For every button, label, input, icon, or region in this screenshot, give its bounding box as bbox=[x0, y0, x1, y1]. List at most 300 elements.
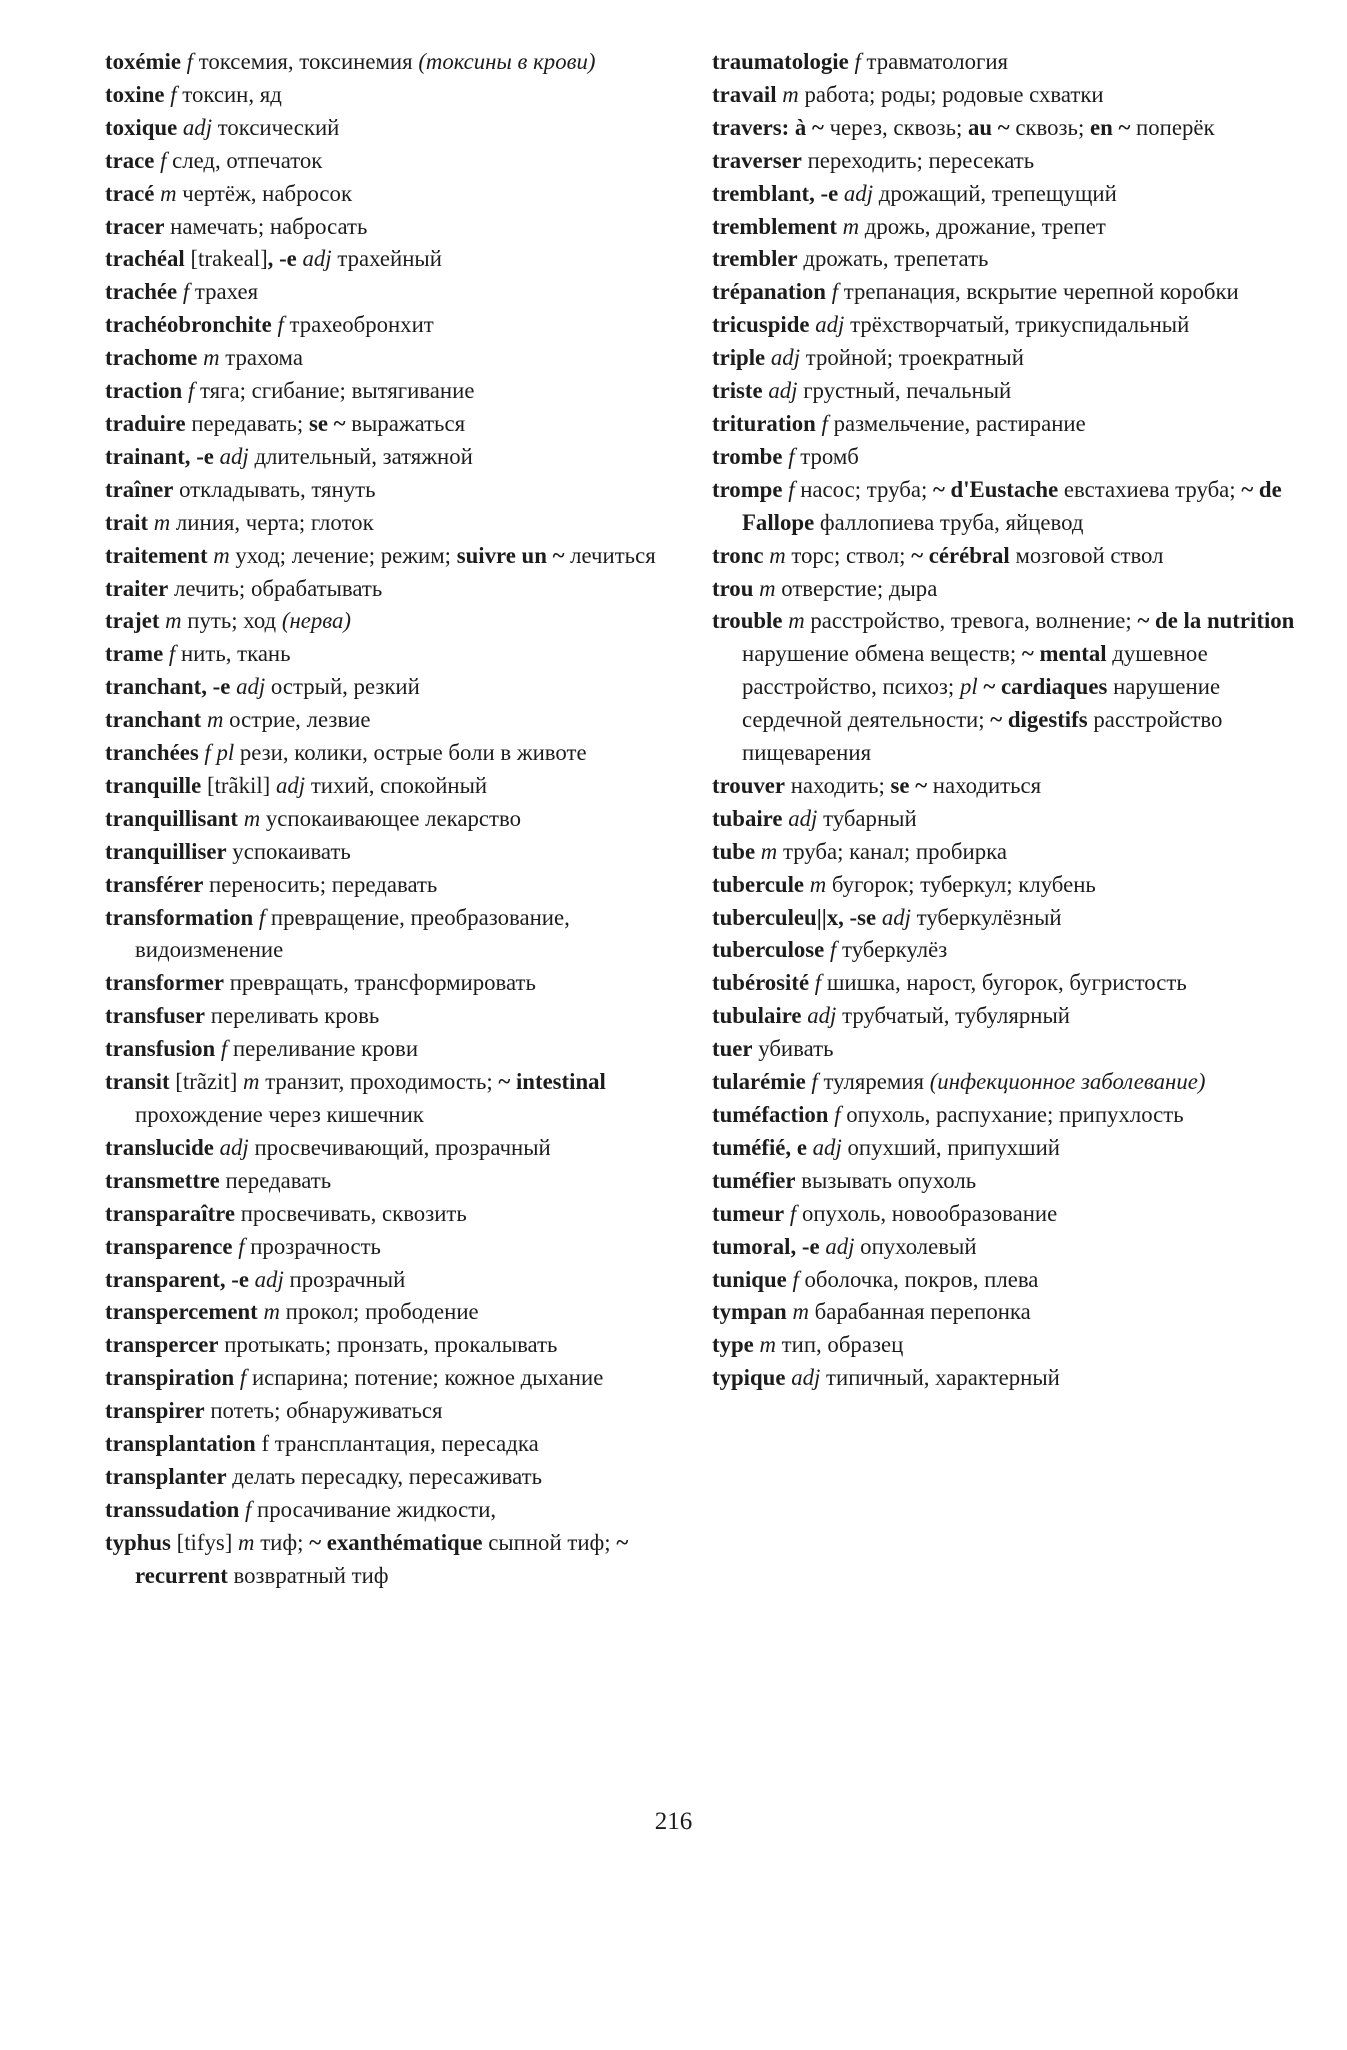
translation: трахея bbox=[194, 279, 259, 305]
grammar-label: f bbox=[168, 641, 176, 667]
headword: trachome bbox=[105, 345, 198, 371]
dictionary-entry bbox=[105, 342, 715, 375]
headword: tronc bbox=[712, 542, 764, 568]
translation: трахейный bbox=[337, 246, 442, 272]
headword: tracer bbox=[105, 213, 165, 239]
translation: опухоль, распухание; припухлость bbox=[846, 1102, 1184, 1127]
pronunciation: [trãkil] bbox=[206, 772, 271, 798]
headword: trépanation bbox=[712, 279, 826, 305]
translation: нить, ткань bbox=[180, 641, 291, 667]
dictionary-entry bbox=[712, 605, 1312, 770]
grammar-label: f bbox=[788, 476, 795, 502]
dictionary-entry bbox=[105, 836, 715, 869]
headword: trainant, -e bbox=[105, 443, 214, 469]
headword: trombe bbox=[712, 443, 783, 469]
translation: токсемия, токсинемия bbox=[198, 49, 413, 74]
dictionary-entry bbox=[105, 803, 715, 836]
grammar-label: f bbox=[186, 49, 193, 74]
grammar-label: f bbox=[187, 378, 195, 404]
pronunciation: [trakeal] bbox=[190, 246, 268, 272]
translation: просвечивающий, прозрачный bbox=[254, 1134, 551, 1160]
headword: tremblant, -e bbox=[712, 180, 839, 206]
translation: отверстие; дыра bbox=[781, 575, 938, 601]
grammar-label: adj bbox=[812, 1134, 842, 1160]
grammar-label: adj bbox=[236, 674, 266, 700]
dictionary-entry bbox=[105, 671, 715, 704]
translation: рези, колики, острые боли в животе bbox=[239, 740, 587, 766]
translation: находить; bbox=[790, 772, 885, 798]
headword: tympan bbox=[712, 1299, 787, 1325]
grammar-label: adj bbox=[881, 904, 911, 930]
translation: просачивание жидкости, bbox=[257, 1496, 497, 1522]
headword: tuméfaction bbox=[712, 1102, 829, 1127]
headword: trou bbox=[712, 575, 754, 601]
dictionary-entry bbox=[105, 1000, 715, 1033]
grammar-label: adj bbox=[254, 1266, 284, 1292]
translation: успокаивать bbox=[232, 838, 351, 864]
translation: просвечивать, сквозить bbox=[240, 1200, 467, 1226]
translation: типичный, характерный bbox=[826, 1365, 1060, 1391]
grammar-label: adj bbox=[219, 1134, 249, 1160]
translation: уход; лечение; режим; bbox=[235, 542, 451, 568]
translation: дрожь, дрожание, трепет bbox=[864, 213, 1106, 239]
grammar-label: m bbox=[782, 81, 799, 107]
headword: toxique bbox=[105, 114, 178, 140]
headword: tuméfié, e bbox=[712, 1134, 807, 1160]
dictionary-entry bbox=[712, 1099, 1312, 1132]
dictionary-entry bbox=[105, 1264, 715, 1297]
translation: тихий, спокойный bbox=[310, 772, 488, 798]
dictionary-entry bbox=[712, 1066, 1312, 1099]
translation: выражаться bbox=[351, 410, 466, 436]
translation: протыкать; пронзать, прокалывать bbox=[224, 1332, 558, 1358]
translation: испарина; потение; кожное дыхание bbox=[251, 1365, 604, 1391]
dictionary-entry bbox=[105, 902, 715, 968]
dictionary-entry bbox=[105, 145, 715, 178]
translation: острие, лезвие bbox=[229, 707, 371, 733]
dictionary-entry bbox=[712, 1362, 1312, 1395]
headword: trajet bbox=[105, 608, 160, 634]
grammar-label: adj bbox=[182, 114, 213, 140]
dictionary-entry bbox=[105, 1527, 715, 1593]
headword: tranchant bbox=[105, 707, 202, 733]
translation: нарушение обмена веществ; bbox=[742, 641, 1017, 667]
note: (токсины в крови) bbox=[418, 49, 596, 74]
translation: бугорок; туберкул; клубень bbox=[831, 871, 1096, 897]
grammar-label: m bbox=[243, 1069, 260, 1095]
grammar-label: f bbox=[160, 147, 167, 173]
dictionary-entry bbox=[105, 276, 715, 309]
headword: tricuspide bbox=[712, 312, 810, 338]
dictionary-entry bbox=[105, 1329, 715, 1362]
grammar-label: f bbox=[277, 312, 284, 338]
example-phrase: ~ de la nutrition bbox=[1137, 608, 1295, 634]
translation: опухолевый bbox=[860, 1233, 977, 1259]
dictionary-entry bbox=[105, 408, 715, 441]
example-phrase: suivre un ~ bbox=[456, 542, 565, 568]
grammar-label: f bbox=[245, 1496, 252, 1522]
grammar-label: f bbox=[170, 81, 177, 107]
translation: путь; ход bbox=[187, 608, 277, 634]
dictionary-entry bbox=[712, 441, 1312, 474]
translation: прозрачность bbox=[250, 1233, 381, 1259]
headword: tularémie bbox=[712, 1069, 806, 1095]
dictionary-entry bbox=[105, 1198, 715, 1231]
headword: tranquilliser bbox=[105, 838, 227, 864]
translation: убивать bbox=[758, 1036, 834, 1062]
translation: грустный, печальный bbox=[803, 378, 1012, 404]
headword: tubercule bbox=[712, 871, 805, 897]
grammar-label: m bbox=[809, 871, 827, 897]
translation: туберкулёз bbox=[842, 937, 948, 963]
dictionary-entry bbox=[105, 1132, 715, 1165]
translation: чертёж, набросок bbox=[182, 180, 353, 206]
dictionary-entry bbox=[712, 573, 1312, 606]
headword: tumoral, -e bbox=[712, 1233, 820, 1259]
dictionary-entry bbox=[712, 1165, 1312, 1198]
headword: transsudation bbox=[105, 1496, 240, 1522]
translation: успокаивающее лекарство bbox=[265, 805, 522, 831]
translation: душевное расстройство, психоз; bbox=[742, 641, 1208, 700]
dictionary-entry bbox=[105, 967, 715, 1000]
dictionary-entry bbox=[105, 704, 715, 737]
headword: transfuser bbox=[105, 1003, 206, 1029]
headword: transférer bbox=[105, 871, 204, 897]
grammar-label: f bbox=[834, 1102, 841, 1127]
dictionary-entry bbox=[712, 145, 1312, 178]
dictionary-entry bbox=[105, 507, 715, 540]
headword: tubulaire bbox=[712, 1003, 802, 1029]
grammar-label: f bbox=[261, 1431, 270, 1457]
dictionary-entry bbox=[712, 1264, 1312, 1297]
translation: торс; ствол; bbox=[791, 542, 906, 568]
translation: расстройство пищеварения bbox=[742, 707, 1223, 766]
dictionary-entry bbox=[712, 1329, 1312, 1362]
example-phrase: ~ exanthématique bbox=[309, 1529, 483, 1555]
headword: traverser bbox=[712, 147, 802, 173]
translation: тяга; сгибание; вытягивание bbox=[199, 378, 475, 404]
translation: прохождение через кишечник bbox=[135, 1102, 424, 1127]
grammar-label: f bbox=[239, 1365, 247, 1391]
dictionary-entry bbox=[105, 737, 715, 770]
dictionary-entry bbox=[712, 869, 1312, 902]
dictionary-entry bbox=[712, 902, 1312, 935]
headword: tunique bbox=[712, 1266, 787, 1292]
grammar-label: f bbox=[792, 1266, 799, 1292]
dictionary-entry bbox=[105, 1033, 715, 1066]
headword: traction bbox=[105, 378, 183, 404]
dictionary-entry bbox=[105, 46, 715, 79]
dictionary-entry bbox=[105, 1494, 715, 1527]
dictionary-entry bbox=[105, 309, 715, 342]
dictionary-entry bbox=[712, 276, 1312, 309]
translation: травматология bbox=[866, 49, 1009, 74]
headword: tranquille bbox=[105, 772, 202, 798]
grammar-label: adj bbox=[770, 345, 801, 371]
grammar-label: f bbox=[788, 443, 795, 469]
translation: шишка, нарост, бугорок, бугристость bbox=[826, 970, 1187, 996]
translation: трахеобронхит bbox=[289, 312, 434, 338]
dictionary-entry bbox=[105, 112, 715, 145]
dictionary-entry bbox=[712, 934, 1312, 967]
headword: tranchées bbox=[105, 740, 199, 766]
left-column bbox=[105, 46, 715, 1593]
translation: трахома bbox=[225, 345, 303, 371]
headword: transparaître bbox=[105, 1200, 236, 1226]
headword: trame bbox=[105, 641, 164, 667]
dictionary-entry bbox=[712, 474, 1312, 540]
translation: трепанация, вскрытие черепной коробки bbox=[843, 279, 1239, 305]
grammar-label: m bbox=[760, 838, 778, 864]
headword: type bbox=[712, 1332, 754, 1358]
headword: tranchant, -e bbox=[105, 674, 231, 700]
headword: transfusion bbox=[105, 1036, 216, 1062]
grammar-label: f bbox=[811, 1069, 818, 1095]
dictionary-entry bbox=[712, 1132, 1312, 1165]
headword: tuer bbox=[712, 1036, 753, 1062]
translation: прокол; прободение bbox=[285, 1299, 479, 1325]
headword: trait bbox=[105, 509, 149, 535]
dictionary-entry bbox=[712, 770, 1312, 803]
headword: typique bbox=[712, 1365, 786, 1391]
grammar-label: m bbox=[238, 1529, 255, 1555]
dictionary-entry bbox=[105, 474, 715, 507]
translation: сыпной тиф; bbox=[488, 1529, 611, 1555]
translation: туберкулёзный bbox=[916, 904, 1062, 930]
translation: через, сквозь; bbox=[829, 114, 963, 140]
headword: transplantation bbox=[105, 1431, 256, 1457]
translation: тип, образец bbox=[781, 1332, 904, 1358]
headword: trouver bbox=[712, 772, 786, 798]
translation: труба; канал; пробирка bbox=[782, 838, 1007, 864]
dictionary-entry bbox=[712, 803, 1312, 836]
dictionary-entry bbox=[712, 540, 1312, 573]
grammar-label: m bbox=[203, 345, 220, 371]
translation: размельчение, растирание bbox=[833, 410, 1086, 436]
translation: след, отпечаток bbox=[172, 147, 323, 173]
dictionary-entry bbox=[712, 211, 1312, 244]
example-phrase: ~ d'Eustache bbox=[932, 476, 1059, 502]
headword: tube bbox=[712, 838, 756, 864]
headword: traduire bbox=[105, 410, 186, 436]
grammar-label: m bbox=[759, 1332, 776, 1358]
headword: trace bbox=[105, 147, 155, 173]
grammar-label: m bbox=[153, 509, 171, 535]
translation: оболочка, покров, плева bbox=[804, 1266, 1039, 1292]
example-phrase: à ~ bbox=[794, 114, 824, 140]
headword: transformation bbox=[105, 904, 254, 930]
translation: токсин, яд bbox=[182, 81, 282, 107]
translation: передавать; bbox=[191, 410, 304, 436]
grammar-label: m bbox=[759, 575, 776, 601]
headword: transformer bbox=[105, 970, 224, 996]
headword: transmettre bbox=[105, 1167, 220, 1193]
headword: toxémie bbox=[105, 49, 181, 74]
example-phrase: se ~ bbox=[308, 410, 346, 436]
translation: барабанная перепонка bbox=[814, 1299, 1031, 1325]
headword: tuméfier bbox=[712, 1167, 796, 1193]
pronunciation: [trãzit] bbox=[175, 1069, 238, 1095]
headword: toxine bbox=[105, 81, 165, 107]
dictionary-entry bbox=[105, 243, 715, 276]
translation: работа; роды; родовые схватки bbox=[804, 81, 1104, 107]
grammar-label: m bbox=[243, 805, 261, 831]
headword: travers: bbox=[712, 114, 790, 140]
headword: tumeur bbox=[712, 1200, 785, 1226]
translation: тройной; троекратный bbox=[805, 345, 1024, 371]
dictionary-entry bbox=[105, 573, 715, 606]
translation: лечить; обрабатывать bbox=[173, 575, 383, 601]
dictionary-entry bbox=[712, 243, 1312, 276]
translation: евстахиева труба; bbox=[1063, 476, 1236, 502]
headword: typhus bbox=[105, 1529, 171, 1555]
grammar-label: adj bbox=[788, 805, 818, 831]
example-phrase: ~ intestinal bbox=[498, 1069, 606, 1095]
headword: transpiration bbox=[105, 1365, 235, 1391]
headword: triste bbox=[712, 378, 763, 404]
grammar-label: m bbox=[213, 542, 230, 568]
grammar-label: adj bbox=[275, 772, 306, 798]
headword: trachéobronchite bbox=[105, 312, 272, 338]
grammar-label: f bbox=[220, 1036, 228, 1062]
dictionary-entry bbox=[712, 1231, 1312, 1264]
dictionary-entry bbox=[712, 112, 1312, 145]
translation: превращать, трансформировать bbox=[229, 970, 536, 996]
translation: фаллопиева труба, яйцевод bbox=[819, 509, 1084, 535]
page-number: 216 bbox=[654, 1808, 693, 1835]
headword: transpirer bbox=[105, 1398, 205, 1424]
translation: токсический bbox=[217, 114, 340, 140]
translation: трёхстворчатый, трикуспидальный bbox=[850, 312, 1190, 338]
pronunciation: [tifys] bbox=[176, 1529, 233, 1555]
grammar-label: f bbox=[830, 937, 837, 963]
translation: тиф; bbox=[260, 1529, 304, 1555]
example-phrase: en ~ bbox=[1089, 114, 1131, 140]
translation: сквозь; bbox=[1015, 114, 1085, 140]
grammar-label: adj bbox=[768, 378, 798, 404]
translation: лечиться bbox=[570, 542, 656, 568]
translation: расстройство, тревога, волнение; bbox=[810, 608, 1132, 634]
headword: triple bbox=[712, 345, 766, 371]
example-phrase: ~ digestifs bbox=[990, 707, 1088, 733]
translation: намечать; набросать bbox=[170, 213, 368, 239]
translation: переливать кровь bbox=[210, 1003, 380, 1029]
headword: trembler bbox=[712, 246, 798, 272]
dictionary-entry bbox=[105, 1428, 715, 1461]
translation: линия, черта; глоток bbox=[175, 509, 374, 535]
grammar-label: m bbox=[842, 213, 860, 239]
translation: дрожать, трепетать bbox=[803, 246, 989, 272]
translation: переходить; пересекать bbox=[807, 147, 1035, 173]
grammar-label: m bbox=[769, 542, 786, 568]
grammar-label: adj bbox=[791, 1365, 821, 1391]
translation: опухоль, новообразование bbox=[801, 1200, 1058, 1226]
dictionary-entry bbox=[712, 408, 1312, 441]
dictionary-entry bbox=[712, 1000, 1312, 1033]
dictionary-entry bbox=[712, 178, 1312, 211]
headword: transpercer bbox=[105, 1332, 219, 1358]
grammar-label: m bbox=[792, 1299, 809, 1325]
dictionary-entry bbox=[712, 1198, 1312, 1231]
grammar-label: m bbox=[160, 180, 177, 206]
example-phrase: ~ cardiaques bbox=[983, 674, 1108, 700]
headword: transparence bbox=[105, 1233, 233, 1259]
translation: трансплантация, пересадка bbox=[274, 1431, 539, 1457]
headword: tranquillisant bbox=[105, 805, 239, 831]
headword: trituration bbox=[712, 410, 816, 436]
grammar-label: adj bbox=[825, 1233, 855, 1259]
headword: transplanter bbox=[105, 1463, 227, 1489]
grammar-label: f bbox=[814, 970, 822, 996]
dictionary-entry bbox=[105, 605, 715, 638]
dictionary-entry bbox=[105, 211, 715, 244]
dictionary-entry bbox=[712, 342, 1312, 375]
translation: тубарный bbox=[823, 805, 917, 831]
dictionary-entry bbox=[712, 79, 1312, 112]
translation: поперёк bbox=[1136, 114, 1215, 140]
headword: tuberculose bbox=[712, 937, 825, 963]
translation: вызывать опухоль bbox=[801, 1167, 977, 1193]
grammar-label: adj bbox=[302, 246, 332, 272]
grammar-label: m bbox=[263, 1299, 280, 1325]
grammar-label: f bbox=[831, 279, 839, 305]
translation: передавать bbox=[225, 1167, 332, 1193]
grammar-label: f bbox=[821, 410, 828, 436]
right-column bbox=[712, 46, 1312, 1395]
dictionary-entry bbox=[105, 1461, 715, 1494]
dictionary-entry bbox=[105, 638, 715, 671]
translation: прозрачный bbox=[289, 1266, 406, 1292]
grammar-label: f bbox=[182, 279, 190, 305]
dictionary-entry bbox=[105, 869, 715, 902]
translation: откладывать, тянуть bbox=[179, 476, 376, 502]
dictionary-entry bbox=[712, 1296, 1312, 1329]
grammar-label: f bbox=[789, 1200, 797, 1226]
example-phrase: ~ de Fallope bbox=[742, 476, 1282, 535]
dictionary-entry bbox=[105, 178, 715, 211]
example-phrase: au ~ bbox=[968, 114, 1010, 140]
headword: tubaire bbox=[712, 805, 783, 831]
headword: tremblement bbox=[712, 213, 837, 239]
translation: дрожащий, трепещущий bbox=[878, 180, 1117, 206]
translation: превращение, преобразование, видоизменение bbox=[135, 904, 570, 963]
translation: насос; труба; bbox=[800, 476, 928, 502]
dictionary-entry bbox=[712, 1033, 1312, 1066]
example-phrase: ~ recurrent bbox=[135, 1529, 629, 1588]
headword: tuberculeu||x, -se bbox=[712, 904, 877, 930]
headword: trachée bbox=[105, 279, 178, 305]
example-phrase: ~ cérébral bbox=[911, 542, 1010, 568]
grammar-label: adj bbox=[815, 312, 845, 338]
dictionary-entry bbox=[712, 836, 1312, 869]
dictionary-entry bbox=[105, 1362, 715, 1395]
headword: transpercement bbox=[105, 1299, 258, 1325]
note: (нерва) bbox=[281, 608, 352, 634]
translation: делать пересадку, пересаживать bbox=[232, 1463, 542, 1489]
translation: нарушение сердечной деятельности; bbox=[742, 674, 1221, 733]
dictionary-entry bbox=[105, 1395, 715, 1428]
dictionary-entry bbox=[105, 770, 715, 803]
grammar-label: m bbox=[788, 608, 805, 634]
grammar-label: adj bbox=[843, 180, 874, 206]
headword: tubérosité bbox=[712, 970, 810, 996]
translation: мозговой ствол bbox=[1015, 542, 1164, 568]
translation: потеть; обнаруживаться bbox=[210, 1398, 443, 1424]
translation: туляремия bbox=[823, 1069, 924, 1095]
grammar-label: f bbox=[854, 49, 861, 74]
headword: translucide bbox=[105, 1134, 214, 1160]
headword: traîner bbox=[105, 476, 174, 502]
